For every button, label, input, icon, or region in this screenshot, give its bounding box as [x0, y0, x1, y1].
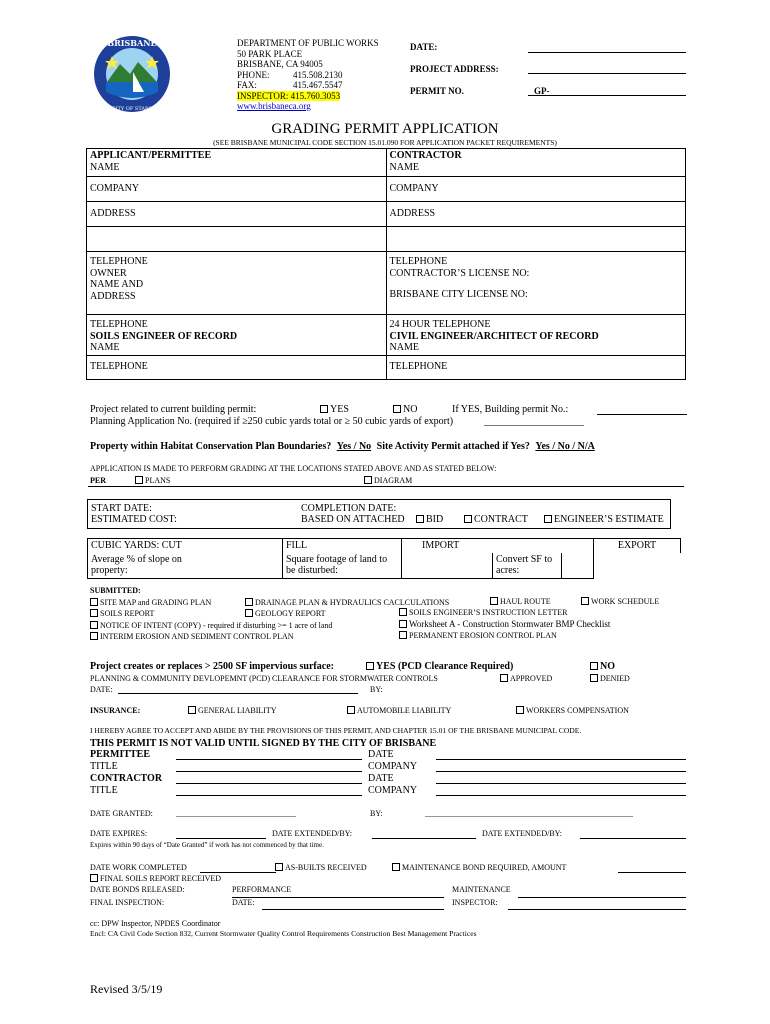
date-expires-label: DATE EXPIRES: [90, 829, 148, 838]
pcd-date-label: DATE: [90, 685, 113, 694]
haul-route-checkbox[interactable] [490, 597, 498, 605]
submitted-item-drainage: DRAINAGE PLAN & HYDRAULICS CACLCULATIONS [245, 597, 449, 608]
pcd-approved-checkbox[interactable] [500, 674, 508, 682]
contractor-telephone-label: TELEPHONE [389, 256, 448, 267]
contractor-sign-label: CONTRACTOR [90, 773, 163, 784]
svg-text:BRISBANE: BRISBANE [107, 38, 157, 48]
owner-label: OWNER [90, 267, 127, 279]
permittee-signature-field[interactable] [176, 759, 362, 760]
cubic-yards-cut-label: CUBIC YARDS: CUT [88, 539, 283, 553]
related-no-checkbox[interactable] [393, 405, 401, 413]
bid-label: BID [426, 514, 444, 525]
contractor-license-label: CONTRACTOR’S LICENSE NO: [389, 267, 530, 279]
date-granted-field[interactable]: ______________________________ [176, 809, 296, 818]
impervious-yes: YES (PCD Clearance Required) [366, 661, 513, 673]
import-label: IMPORT [402, 539, 594, 553]
phone-number: 415.508.2130 [293, 69, 343, 80]
dates-cost-box [87, 499, 671, 529]
permittee-label: PERMITTEE [90, 749, 151, 760]
fax-label: FAX: [237, 80, 257, 90]
contractor-title-label: TITLE [90, 785, 118, 796]
date-extended-label-2: DATE EXTENDED/BY: [482, 829, 562, 838]
insurance-general: GENERAL LIABILITY [188, 706, 277, 715]
date-expires-field[interactable] [176, 838, 266, 839]
impervious-label: Project creates or replaces > 2500 SF impervious surface: [90, 661, 334, 672]
pcd-date-field[interactable] [118, 693, 358, 694]
convert-sf-label: Convert SF to [496, 553, 553, 565]
fax-number: 415.467.5547 [293, 80, 343, 90]
plans-option [135, 476, 170, 485]
estimated-cost-label: ESTIMATED COST: [91, 514, 177, 525]
date-extended-field-1[interactable] [372, 838, 476, 839]
performance-field[interactable] [232, 897, 444, 898]
cc-line: cc: DPW Inspector, NPDES Coordinator [90, 919, 221, 928]
civil-engineer-heading: CIVIL ENGINEER/ARCHITECT OF RECORD [389, 330, 599, 342]
pcd-denied-checkbox[interactable] [590, 674, 598, 682]
dept-name: DEPARTMENT OF PUBLIC WORKS [237, 38, 379, 48]
contractor-company-label: COMPANY [386, 177, 686, 202]
worksheet-checkbox[interactable] [399, 620, 407, 628]
plans-checkbox[interactable] [135, 476, 143, 484]
noi-checkbox[interactable] [90, 621, 98, 629]
related-yes-label: YES [330, 404, 349, 415]
habitat-yes-no[interactable]: Yes / No [336, 441, 372, 452]
contract-checkbox[interactable] [464, 515, 472, 523]
final-inspection-label: FINAL INSPECTION: [90, 898, 165, 907]
asbuilts-option: AS-BUILTS RECEIVED [275, 863, 367, 872]
civil-telephone-label: TELEPHONE [386, 355, 686, 379]
website-link[interactable]: www.brisbaneca.org [237, 101, 311, 111]
habitat-row [90, 441, 595, 453]
date-extended-label-1: DATE EXTENDED/BY: [272, 829, 352, 838]
soils-report-checkbox[interactable] [90, 609, 98, 617]
bid-option [416, 514, 443, 526]
fill-label: FILL [283, 539, 402, 553]
applicant-heading: APPLICANT/PERMITTEE [90, 150, 212, 161]
contract-option [464, 514, 528, 526]
contractor-company-field[interactable] [436, 795, 686, 796]
permittee-company-field[interactable] [436, 771, 686, 772]
submitted-heading: SUBMITTED: [90, 586, 141, 595]
insurance-label: INSURANCE: [90, 706, 141, 715]
submitted-item-work-schedule: WORK SCHEDULE [581, 597, 659, 606]
interim-erosion-checkbox[interactable] [90, 632, 98, 640]
site-activity-yes-no-na[interactable]: Yes / No / N/A [535, 441, 595, 452]
auto-liability-checkbox[interactable] [347, 706, 355, 714]
submitted-item-site-map: SITE MAP and GRADING PLAN [90, 597, 332, 608]
avg-slope-label-2: property: [91, 565, 128, 576]
submitted-item-noi: NOTICE OF INTENT (COPY) - required if disturbing >= 1 acre of land [90, 620, 332, 631]
parties-table [86, 148, 686, 380]
applicant-address-label: ADDRESS [87, 202, 387, 227]
granted-by-label: BY: [370, 809, 383, 818]
contractor-date-field[interactable] [436, 783, 686, 784]
planning-app-field[interactable]: ____________________ [484, 416, 584, 427]
application-made-text: APPLICATION IS MADE TO PERFORM GRADING AT THE LOCATIONS STATED ABOVE AND AS STATED BELOW: [90, 464, 497, 473]
geology-checkbox[interactable] [245, 609, 253, 617]
sq-footage-label: Square footage of land to [286, 553, 388, 565]
permit-no-label: PERMIT NO. [410, 86, 464, 96]
expires-note: Expires within 90 days of “Date Granted” if work has not commenced by that time. [90, 841, 324, 849]
engineer-estimate-option [544, 514, 664, 526]
soils-name-label: NAME [90, 342, 120, 353]
submitted-item-haul: HAUL ROUTE [490, 597, 551, 606]
permittee-title-label: TITLE [90, 761, 118, 772]
applicant-company-label: COMPANY [87, 177, 387, 202]
hour24-telephone-label: 24 HOUR TELEPHONE [389, 319, 491, 330]
permittee-title-field[interactable] [176, 771, 362, 772]
impervious-no: NO [590, 661, 615, 673]
submitted-item-soils-report: SOILS REPORT [90, 608, 332, 619]
insurance-auto: AUTOMOBILE LIABILITY [347, 706, 451, 715]
owner-telephone-label: TELEPHONE [90, 319, 148, 330]
pcd-denied: DENIED [590, 674, 630, 683]
permittee-date-label: DATE [368, 749, 394, 760]
impervious-no-checkbox[interactable] [590, 662, 598, 670]
final-inspection-date-field[interactable] [262, 909, 444, 910]
department-address-block [237, 38, 379, 112]
contractor-signature-field[interactable] [176, 783, 362, 784]
date-label: DATE: [410, 42, 438, 52]
diagram-option [364, 476, 412, 485]
related-yes-checkbox[interactable] [320, 405, 328, 413]
applicant-name-label: NAME [90, 161, 120, 173]
inspector-phone: INSPECTOR: 415.760.3053 [237, 90, 341, 101]
owner-name-and-label: NAME AND [90, 279, 144, 290]
contractor-title-field[interactable] [176, 795, 362, 796]
permit-prefix: GP- [534, 86, 550, 96]
per-divider [88, 486, 684, 487]
page-subtitle: (SEE BRISBANE MUNICIPAL CODE SECTION 15.01.090 FOR APPLICATION PACKET REQUIREMENTS) [213, 138, 557, 147]
contractor-address-line2[interactable] [386, 227, 686, 252]
sq-footage-label-2: be disturbed: [286, 565, 338, 576]
contractor-name-label: NAME [389, 161, 419, 173]
dept-street: 50 PARK PLACE [237, 48, 303, 59]
not-valid-text: THIS PERMIT IS NOT VALID UNTIL SIGNED BY THE CITY OF BRISBANE [90, 738, 437, 749]
svg-text:CITY OF STARS: CITY OF STARS [111, 106, 153, 112]
bond-amount-field[interactable] [618, 872, 686, 873]
applicant-telephone-label: TELEPHONE [90, 256, 148, 267]
maintenance-label: MAINTENANCE [452, 885, 511, 894]
submitted-item-worksheet: Worksheet A - Construction Stormwater BMP Checklist [399, 619, 610, 629]
soils-telephone-label: TELEPHONE [87, 355, 387, 379]
export-field[interactable] [594, 553, 681, 579]
enclosure-line: Encl: CA Civil Code Section 832, Current Stormwater Quality Control Requirements Construction Best Management Practices [90, 929, 477, 938]
inspector-label: INSPECTOR: [452, 898, 498, 907]
agreement-text: I HEREBY AGREE TO ACCEPT AND ABIDE BY THE PROVISIONS OF THIS PERMIT, AND CHAPTER 15.01 OF THE BRISBANE MUNICIPAL CODE. [90, 726, 582, 735]
work-completed-field[interactable] [200, 872, 276, 873]
related-yes [320, 404, 349, 416]
related-no-label: NO [403, 404, 418, 415]
pcd-by-label: BY: [370, 685, 383, 694]
start-date-label: START DATE: [91, 503, 152, 514]
permanent-erosion-checkbox[interactable] [399, 631, 407, 639]
bond-option: MAINTENANCE BOND REQUIRED, AMOUNT [392, 863, 566, 872]
site-activity-label: Site Activity Permit attached if Yes? [376, 441, 530, 452]
performance-label: PERFORMANCE [232, 885, 292, 894]
related-permit-label: Project related to current building permit: [90, 404, 257, 415]
diagram-label: DIAGRAM [374, 476, 413, 485]
plans-label: PLANS [145, 476, 171, 485]
planning-app-label: Planning Application No. (required if ≥250 cubic yards total or ≥ 50 cubic yards of export) [90, 416, 454, 427]
site-map-checkbox[interactable] [90, 598, 98, 606]
submitted-item-interim-erosion: INTERIM EROSION AND SEDIMENT CONTROL PLAN [90, 631, 332, 642]
bonds-released-label: DATE BONDS RELEASED: [90, 885, 185, 894]
asbuilts-checkbox[interactable] [275, 863, 283, 871]
granted-by-field[interactable]: ____________________________________________________ [425, 809, 633, 818]
insurance-workers: WORKERS COMPENSATION [516, 706, 629, 715]
date-granted-label: DATE GRANTED: [90, 809, 153, 818]
permittee-date-field[interactable] [436, 759, 686, 760]
cubic-yards-table [87, 538, 681, 579]
contractor-heading: CONTRACTOR [389, 150, 462, 161]
bid-checkbox[interactable] [416, 515, 424, 523]
dept-fax [237, 80, 379, 91]
impervious-yes-checkbox[interactable] [366, 662, 374, 670]
date-field[interactable] [528, 52, 686, 53]
building-permit-field[interactable] [597, 414, 687, 415]
drainage-checkbox[interactable] [245, 598, 253, 606]
contractor-address-label: ADDRESS [386, 202, 686, 227]
completion-date-label: COMPLETION DATE: [301, 503, 397, 514]
permittee-company-label: COMPANY [368, 761, 418, 772]
phone-label: PHONE: [237, 69, 270, 80]
per-label: PER [90, 476, 106, 485]
soils-letter-checkbox[interactable] [399, 608, 407, 616]
final-soils-option: FINAL SOILS REPORT RECEIVED [90, 874, 221, 883]
based-on-label: BASED ON ATTACHED [301, 514, 405, 525]
submitted-item-geology: GEOLOGY REPORT [245, 608, 449, 619]
city-seal-logo [92, 34, 172, 114]
soils-engineer-heading: SOILS ENGINEER OF RECORD [90, 330, 238, 342]
page-title: GRADING PERMIT APPLICATION [271, 121, 499, 137]
applicant-address-line2[interactable] [87, 227, 387, 252]
workers-comp-checkbox[interactable] [516, 706, 524, 714]
owner-address-label: ADDRESS [90, 290, 136, 302]
submitted-item-soils-letter: SOILS ENGINEER’S INSTRUCTION LETTER [399, 608, 567, 617]
export-label: EXPORT [594, 539, 681, 553]
project-address-field[interactable] [528, 73, 686, 74]
project-address-label: PROJECT ADDRESS: [410, 64, 499, 74]
building-permit-label: If YES, Building permit No.: [452, 404, 569, 415]
engineer-estimate-label: ENGINEER’S ESTIMATE [554, 514, 664, 525]
bond-checkbox[interactable] [392, 863, 400, 871]
dept-city: BRISBANE, CA 94005 [237, 59, 323, 69]
related-no [393, 404, 417, 416]
revised-date: Revised 3/5/19 [90, 982, 163, 996]
convert-sf-label-2: acres: [496, 565, 520, 576]
inspector-field[interactable] [508, 909, 686, 910]
final-inspection-date-label: DATE: [232, 898, 255, 907]
civil-name-label: NAME [389, 342, 419, 353]
engineer-estimate-checkbox[interactable] [544, 515, 552, 523]
submitted-item-permanent-erosion: PERMANENT EROSION CONTROL PLAN [399, 631, 557, 640]
city-license-label: BRISBANE CITY LICENSE NO: [389, 289, 528, 300]
maintenance-field[interactable] [518, 897, 686, 898]
contract-label: CONTRACT [474, 514, 528, 525]
work-completed-label: DATE WORK COMPLETED [90, 863, 187, 872]
contractor-date-label: DATE [368, 773, 394, 784]
general-liability-checkbox[interactable] [188, 706, 196, 714]
final-soils-checkbox[interactable] [90, 874, 98, 882]
work-schedule-checkbox[interactable] [581, 597, 589, 605]
permit-no-field[interactable] [528, 95, 686, 96]
contractor-company-label: COMPANY [368, 785, 418, 796]
habitat-label: Property within Habitat Conservation Plan Boundaries? [90, 441, 332, 452]
avg-slope-label: Average % of slope on [91, 553, 182, 565]
diagram-checkbox[interactable] [364, 476, 372, 484]
pcd-approved: APPROVED [500, 674, 552, 683]
dept-phone [237, 70, 379, 81]
date-extended-field-2[interactable] [580, 838, 686, 839]
pcd-clearance-label: PLANNING & COMMUNITY DEVLOPEMNT (PCD) CLEARANCE FOR STORMWATER CONTROLS [90, 674, 438, 683]
